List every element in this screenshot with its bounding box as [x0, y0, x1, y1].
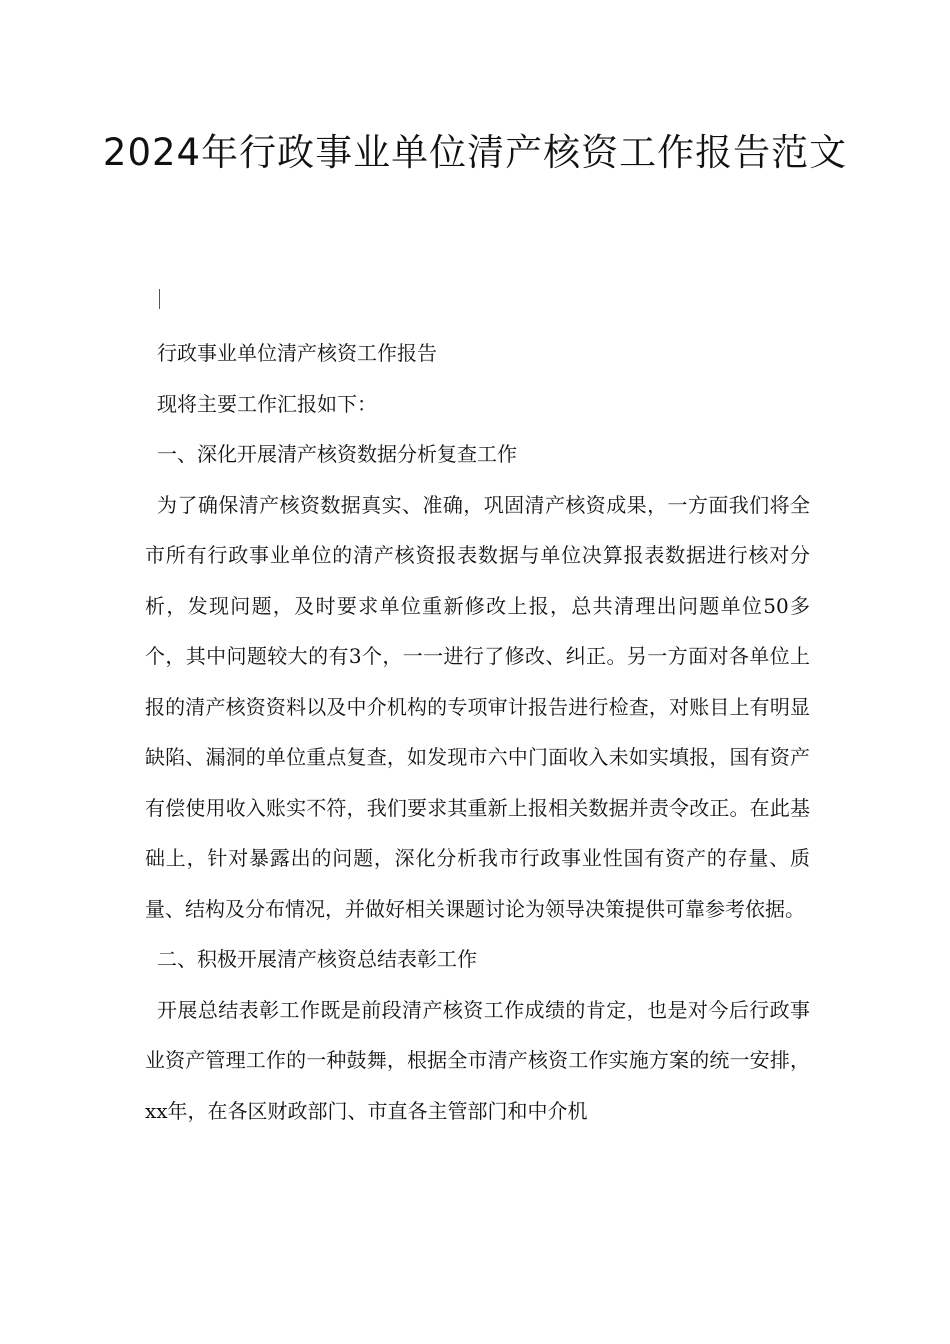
document-title: 2024年行政事业单位清产核资工作报告范文 — [102, 131, 848, 174]
section-heading-2: 二、积极开展清产核资总结表彰工作 — [157, 947, 477, 971]
document-body — [145, 328, 810, 1136]
paragraph-section-2: 开展总结表彰工作既是前段清产核资工作成绩的肯定，也是对今后行政事业资产管理工作的一种鼓舞，根据全市清产核资工作实施方案的统一安排，xx年，在各区财政部门、市直各主管部门和中介机 — [145, 997, 810, 1123]
paragraph-subtitle: 行政事业单位清产核资工作报告 — [157, 341, 437, 365]
paragraph-intro: 现将主要工作汇报如下： — [157, 391, 377, 416]
text-cursor-mark — [159, 289, 160, 309]
section-heading-1: 一、深化开展清产核资数据分析复查工作 — [157, 442, 517, 466]
paragraph-section-1: 为了确保清产核资数据真实、准确，巩固清产核资成果，一方面我们将全市所有行政事业单位的清产核资报表数据与单位决算报表数据进行核对分析，发现问题，及时要求单位重新修改上报，总共清理出问题单位50多个，其中问题较大的有3个，一一进行了修改、纠正。另一方面对各单位上报的清产核资资料以及中介机构的专项审计报告进行检查，对账目上有明显缺陷、漏洞的单位重点复查，如发现市六中门面收入未如实填报，国有资产有偿使用收入账实不符，我们要求其重新上报相关数据并责令改正。在此基础上，针对暴露出的问题，深化分析我市行政事业性国有资产的存量、质量、结构及分布情况，并做好相关课题讨论为领导决策提供可靠参考依据。 — [145, 492, 810, 921]
